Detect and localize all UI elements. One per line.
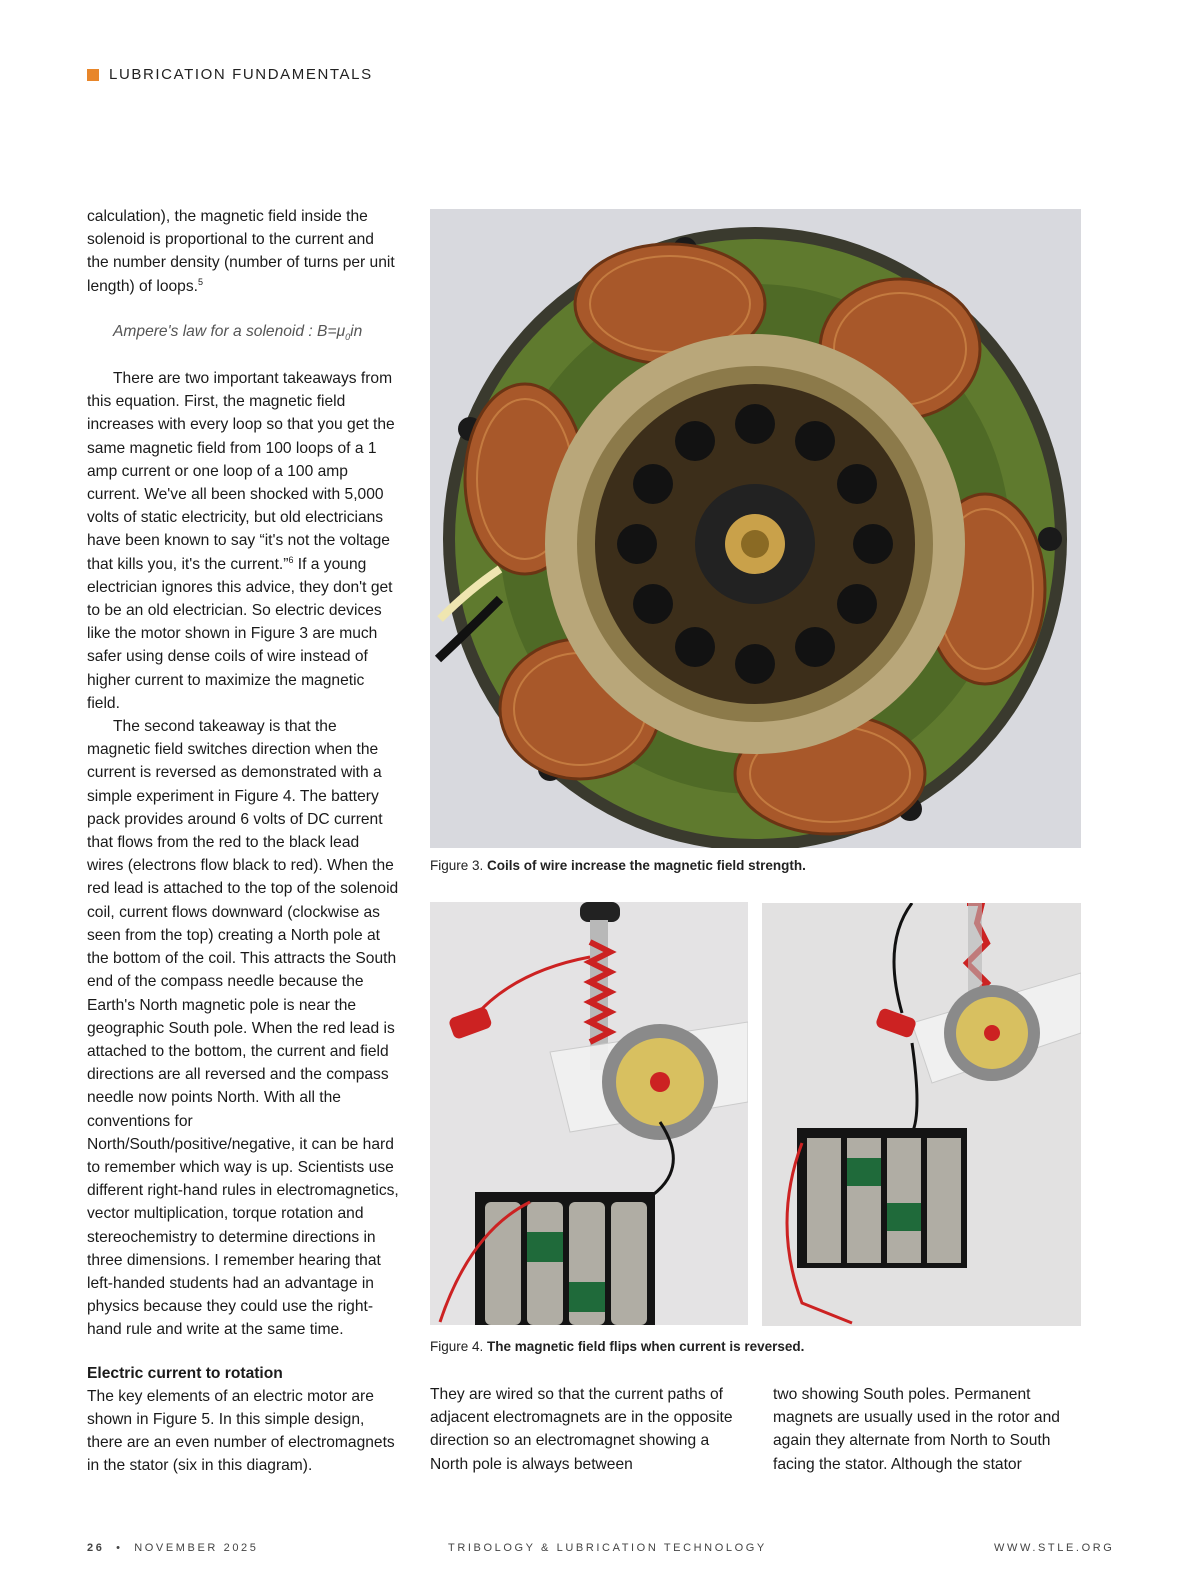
figure-4-photo-right <box>762 903 1081 1326</box>
figure-4-caption: Figure 4. The magnetic field flips when current is reversed. <box>430 1339 805 1354</box>
body-column-left <box>87 205 399 1478</box>
page-number: 26 <box>87 1542 105 1554</box>
figure-3-caption: Figure 3. Coils of wire increase the magnetic field strength. <box>430 858 806 873</box>
footer-separator: • <box>116 1542 123 1554</box>
paragraph: two showing South poles. Permanent magnets are usually used in the rotor and again they alternate from North to South facing the stator. Although the stator <box>773 1386 1060 1473</box>
paragraph: calculation), the magnetic field inside the solenoid is proportional to the current and the number density (number of turns per unit length) of loops.$^5$ <box>87 208 395 295</box>
paragraph: The key elements of an electric motor are shown in Figure 5. In this simple design, there are an even number of electromagnets in the stator (six in this diagram). <box>87 1387 395 1475</box>
paragraph: There are two important takeaways from this equation. First, the magnetic field increases with every loop so that you get the same magnetic field from 100 loops of a 1 amp current or one loop of a 100 amp current. We've all been shocked with 5,000 volts of static electricity, but old electricians have been known to say “it's not the voltage that kills you, it's the current.”$^6$ If a young electrician ignores this advice, they don't get to be an old electrician. So electric devices like the motor shown in Figure 3 are much safer using dense coils of wire instead of higher current to maximize the magnetic field. <box>87 370 395 712</box>
website-link[interactable]: WWW.STLE.ORG <box>994 1542 1115 1554</box>
section-marker <box>87 69 99 81</box>
footnote-ref: 6 <box>288 554 294 565</box>
section-title: LUBRICATION FUNDAMENTALS <box>109 66 373 83</box>
section-header <box>87 66 373 83</box>
figure-3-photo <box>430 209 1081 848</box>
figure-4-photo-left <box>430 902 748 1325</box>
paragraph: The second takeaway is that the magnetic field switches direction when the current is reversed as demonstrated with a simple experiment in Figure 4. The battery pack provides around 6 volts of DC current that flows from the red to the black lead wires (electrons flow black to red). When the red lead is attached to the top of the solenoid coil, current flows downward (clockwise as seen from the top) creating a North pole at the bottom of the coil. This attracts the South end of the compass needle because the Earth's North magnetic pole is near the geographic South pole. When the red lead is attached to the bottom, the current and field directions are all reversed and the compass needle now points North. With all the conventions for North/South/positive/negative, it can be hard to remember which way is up. Scientists use different right-hand rules in electromagnetics, vector multiplication, torque rotation and stereochemistry to determine directions in three dimensions. I remember hearing that left-handed students had an advantage in physics because they could use the right-hand rule and write at the same time. <box>87 718 399 1339</box>
paragraph: They are wired so that the current paths of adjacent electromagnets are in the opposite direction so an electromagnet showing a North pole is always between <box>430 1386 733 1473</box>
body-column-middle <box>430 1383 750 1476</box>
journal-name: TRIBOLOGY & LUBRICATION TECHNOLOGY <box>448 1542 767 1554</box>
body-column-right <box>773 1383 1083 1476</box>
subheading: Electric current to rotation <box>87 1364 283 1382</box>
issue-date: NOVEMBER 2025 <box>134 1542 259 1554</box>
footnote-ref: 5 <box>197 276 203 287</box>
equation: Ampere's law for a solenoid : $B=\mu_0in$ <box>113 322 363 342</box>
footer-left <box>87 1542 259 1554</box>
